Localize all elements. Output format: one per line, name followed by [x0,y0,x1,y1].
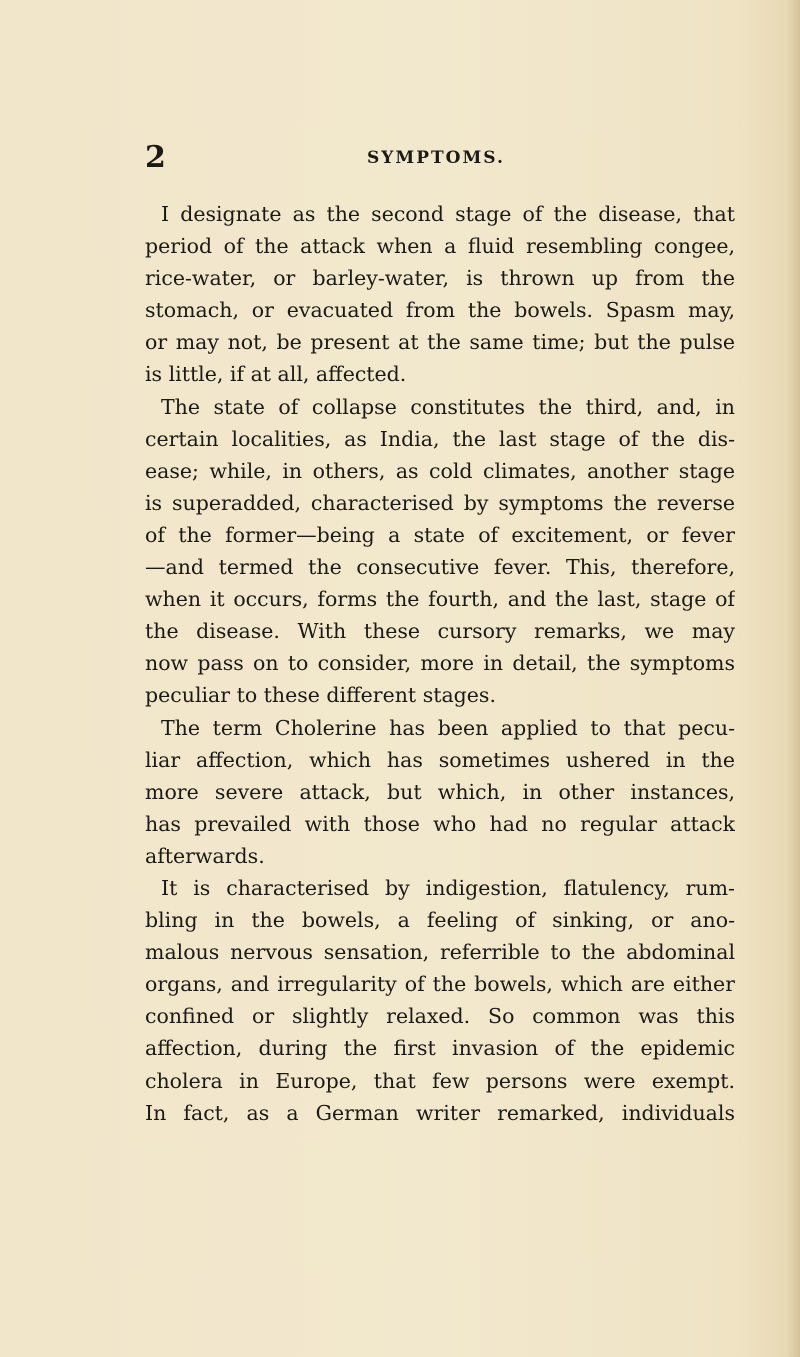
text-line: The term Cholerine has been applied to that pecu- [161,715,735,740]
text-line: afterwards. [145,843,265,868]
text-line: now pass on to consider, more in detail, the symptoms [145,651,735,676]
text-line: In fact, as a German writer remarked, individuals [145,1100,735,1125]
text-line: stomach, or evacuated from the bowels. Spasm may, [145,298,735,323]
text-line: period of the attack when a fluid resembling congee, [145,234,735,259]
text-line: bling in the bowels, a feeling of sinking, or ano- [145,908,735,933]
text-line: liar affection, which has sometimes ushered in the [145,747,735,772]
text-line: affection, during the first invasion of the epidemic [145,1036,735,1061]
text-line: when it occurs, forms the fourth, and the last, stage of [145,587,735,612]
text-line: —and termed the consecutive fever. This, therefore, [145,555,735,580]
text-line: cholera in Europe, that few persons were exempt. [145,1068,735,1093]
text-line: more severe attack, but which, in other instances, [145,779,735,804]
running-head: SYMPTOMS. [367,148,505,168]
text-line: I designate as the second stage of the disease, that [161,202,735,226]
text-line: The state of collapse constitutes the third, and, in [161,394,735,419]
text-line: It is characterised by indigestion, flatulency, rum- [161,875,735,900]
text-line: or may not, be present at the same time; but the pulse [145,330,735,355]
text-line: peculiar to these different stages. [145,683,496,708]
text-line: rice-water, or barley-water, is thrown up from the [145,266,735,291]
text-line: is little, if at all, affected. [145,362,407,387]
text-line: of the former—being a state of excitement, or fever [145,522,735,547]
text-line: organs, and irregularity of the bowels, which are either [145,972,735,997]
text-line: certain localities, as India, the last stage of the dis- [145,426,735,451]
text-line: the disease. With these cursory remarks, we may [145,619,735,644]
page-header [145,140,705,180]
text-line: is superadded, characterised by symptoms the reverse [145,490,735,515]
text-line: confined or slightly relaxed. So common was this [145,1004,735,1029]
text-line: malous nervous sensation, referrible to the abdominal [145,940,735,965]
body-text [145,198,735,1129]
page-edge-shadow [786,0,800,1357]
text-line: has prevailed with those who had no regular attack [145,811,735,836]
page-number: 2 [145,140,166,175]
text-line: ease; while, in others, as cold climates, another stage [145,458,735,483]
